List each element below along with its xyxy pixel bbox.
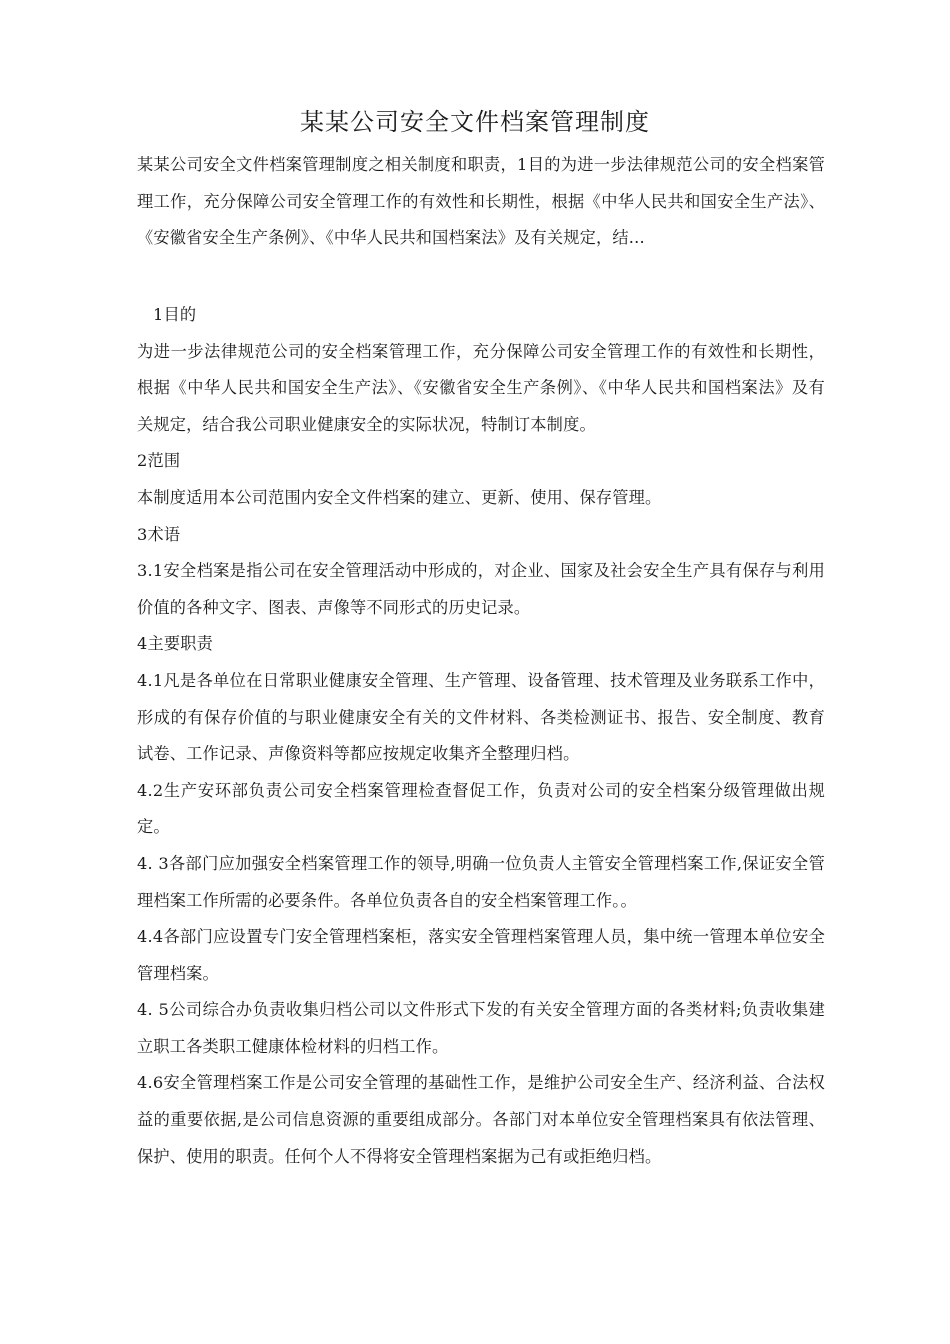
paragraph-4-3: 4. 3各部门应加强安全档案管理工作的领导,明确一位负责人主管安全管理档案工作,保证安全管理档案工作所需的必要条件。各单位负责各自的安全档案管理工作。。 <box>137 853 825 910</box>
document-summary <box>137 147 825 257</box>
paragraph-purpose: 为进一步法律规范公司的安全档案管理工作，充分保障公司安全管理工作的有效性和长期性，根据《中华人民共和国安全生产法》、《安徽省安全生产条例》、《中华人民共和国档案法》及有关规定，结合我公司职业健康安全的实际状况，特制订本制度。 <box>137 341 825 434</box>
paragraph-term-3-1: 3.1安全档案是指公司在安全管理活动中形成的，对企业、国家及社会安全生产具有保存与利用价值的各种文字、图表、声像等不同形式的历史记录。 <box>137 561 825 617</box>
document-title: 某某公司安全文件档案管理制度 <box>300 108 650 136</box>
section-heading-purpose: 1目的 <box>153 305 197 324</box>
document-body <box>137 297 825 1175</box>
paragraph-4-2: 4.2生产安环部负责公司安全档案管理检查督促工作，负责对公司的安全档案分级管理做出规定。 <box>137 780 825 837</box>
paragraph-4-6: 4.6安全管理档案工作是公司安全管理的基础性工作，是维护公司安全生产、经济利益、合法权益的重要依据,是公司信息资源的重要组成部分。各部门对本单位安全管理档案具有依法管理、保护、使用的职责。任何个人不得将安全管理档案据为己有或拒绝归档。 <box>137 1073 825 1166</box>
paragraph-4-4: 4.4各部门应设置专门安全管理档案柜，落实安全管理档案管理人员，集中统一管理本单位安全管理档案。 <box>137 927 825 983</box>
section-heading-responsibilities: 4主要职责 <box>137 634 214 654</box>
section-heading-scope: 2范围 <box>137 451 181 471</box>
paragraph-scope: 本制度适用本公司范围内安全文件档案的建立、更新、使用、保存管理。 <box>137 487 662 507</box>
paragraph-4-1: 4.1凡是各单位在日常职业健康安全管理、生产管理、设备管理、技术管理及业务联系工作中，形成的有保存价值的与职业健康安全有关的文件材料、各类检测证书、报告、安全制度、教育试卷、工作记录、声像资料等都应按规定收集齐全整理归档。 <box>137 670 825 764</box>
summary-paragraph: 某某公司安全文件档案管理制度之相关制度和职责，1目的为进一步法律规范公司的安全档案管理工作，充分保障公司安全管理工作的有效性和长期性，根据《中华人民共和国安全生产法》、《安徽省安全生产条例》、《中华人民共和国档案法》及有关规定，结... <box>137 155 825 248</box>
paragraph-4-5: 4. 5公司综合办负责收集归档公司以文件形式下发的有关安全管理方面的各类材料;负责收集建立职工各类职工健康体检材料的归档工作。 <box>137 1000 825 1056</box>
section-heading-terms: 3术语 <box>137 524 181 544</box>
